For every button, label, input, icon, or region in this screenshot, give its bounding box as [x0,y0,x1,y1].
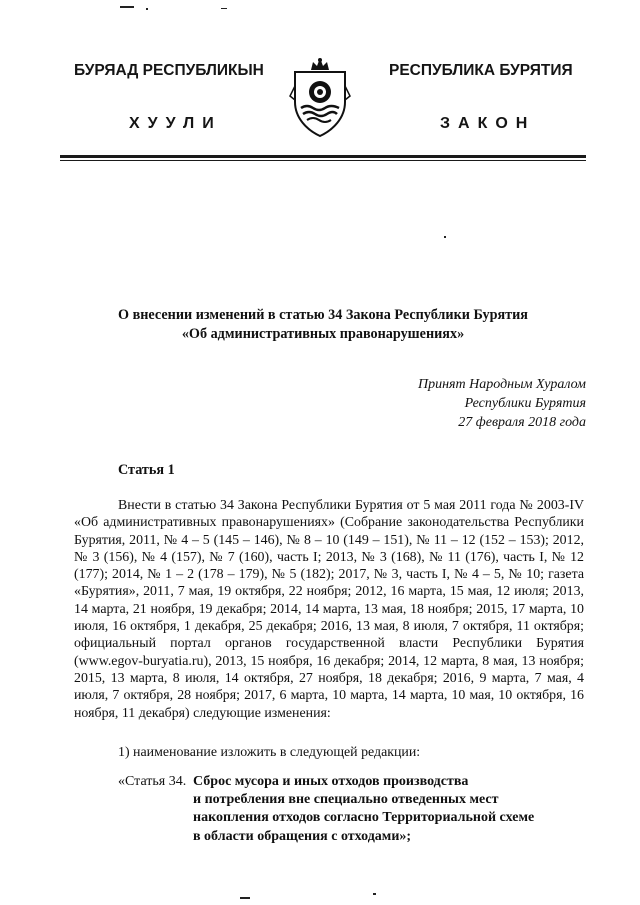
quoted-title-line: Сброс мусора и иных отходов производства [193,774,469,789]
header-right-subtitle: ЗАКОН [440,115,536,132]
adoption-note [286,375,586,432]
scan-artifact [146,8,148,10]
scan-artifact [120,6,134,8]
adoption-line-2: Республики Бурятия [464,396,586,411]
scan-artifact [221,8,227,9]
header-divider-thick [60,155,586,158]
amendment-item-1: 1) наименование изложить в следующей редакции: [118,745,421,760]
quoted-title-line: и потребления вне специально отведенных мест [193,792,499,808]
adoption-line-1: Принят Народным Хуралом [417,377,586,392]
scan-artifact [373,893,376,895]
header-divider-thin [60,160,586,161]
scan-artifact [240,897,250,899]
quoted-article-title [193,773,593,846]
article-heading: Статья 1 [118,462,175,478]
quoted-title-line: накопления отходов согласно Территориальной схеме [193,810,535,826]
quoted-article-number: «Статья 34. [118,774,187,789]
law-title-line-1: О внесении изменений в статью 34 Закона Республики Бурятия [118,307,528,323]
header-right-name: РЕСПУБЛИКА БУРЯТИЯ [389,62,573,79]
coat-of-arms-emblem-icon [289,56,351,138]
law-title-line-2: «Об административных правонарушениях» [181,326,465,342]
article-body: Внести в статью 34 Закона Республики Бурятия от 5 мая 2011 года № 2003-IV «Об административных правонарушениях» (Собрание законодательства Республики Бурятия, 2011, № 4 – 5 (145 – 146), № 8 – 10 (149 – 151), № 11 – 12 (152 – 153); 2012, № 3 (156), № 4 (157), № 7 (160), часть I; 2013, № 3 (168), № 11 (176), часть I, № 12 (177); 2014, № 1 – 2 (178 – 179), № 5 (182); 2017, № 3, часть I, № 4 – 5, № 10; газета «Бурятия», 2011, 7 мая, 19 октября, 22 ноября; 2012, 16 марта, 15 мая, 12 июля; 2013, 14 марта, 21 ноября, 19 декабря; 2014, 14 марта, 13 мая, 18 ноября; 2015, 17 марта, 10 июля, 16 октября, 1 декабря, 25 декабря; 2016, 13 мая, 8 июля, 7 октября, 11 октября; официальный портал органов государственной власти Республики Бурятия (www.egov-buryatia.ru), 2013, 15 ноября, 16 декабря; 2014, 12 марта, 8 мая, 13 ноября; 2015, 13 марта, 8 июля, 14 октября, 27 ноября, 18 декабря; 2016, 9 марта, 7 мая, 4 июля, 7 октября, 28 ноября; 2017, 6 марта, 10 марта, 14 марта, 10 мая, 10 октября, 16 ноября, 11 декабря) следующие изменения: [74,498,584,721]
header-left-name: БУРЯАД РЕСПУБЛИКЫН [74,62,264,79]
law-title [60,306,586,344]
adoption-date: 27 февраля 2018 года [458,415,586,430]
quoted-title-line: в области обращения с отходами»; [193,828,412,844]
header-left-subtitle: ХУУЛИ [129,115,222,132]
scan-artifact [444,236,446,238]
